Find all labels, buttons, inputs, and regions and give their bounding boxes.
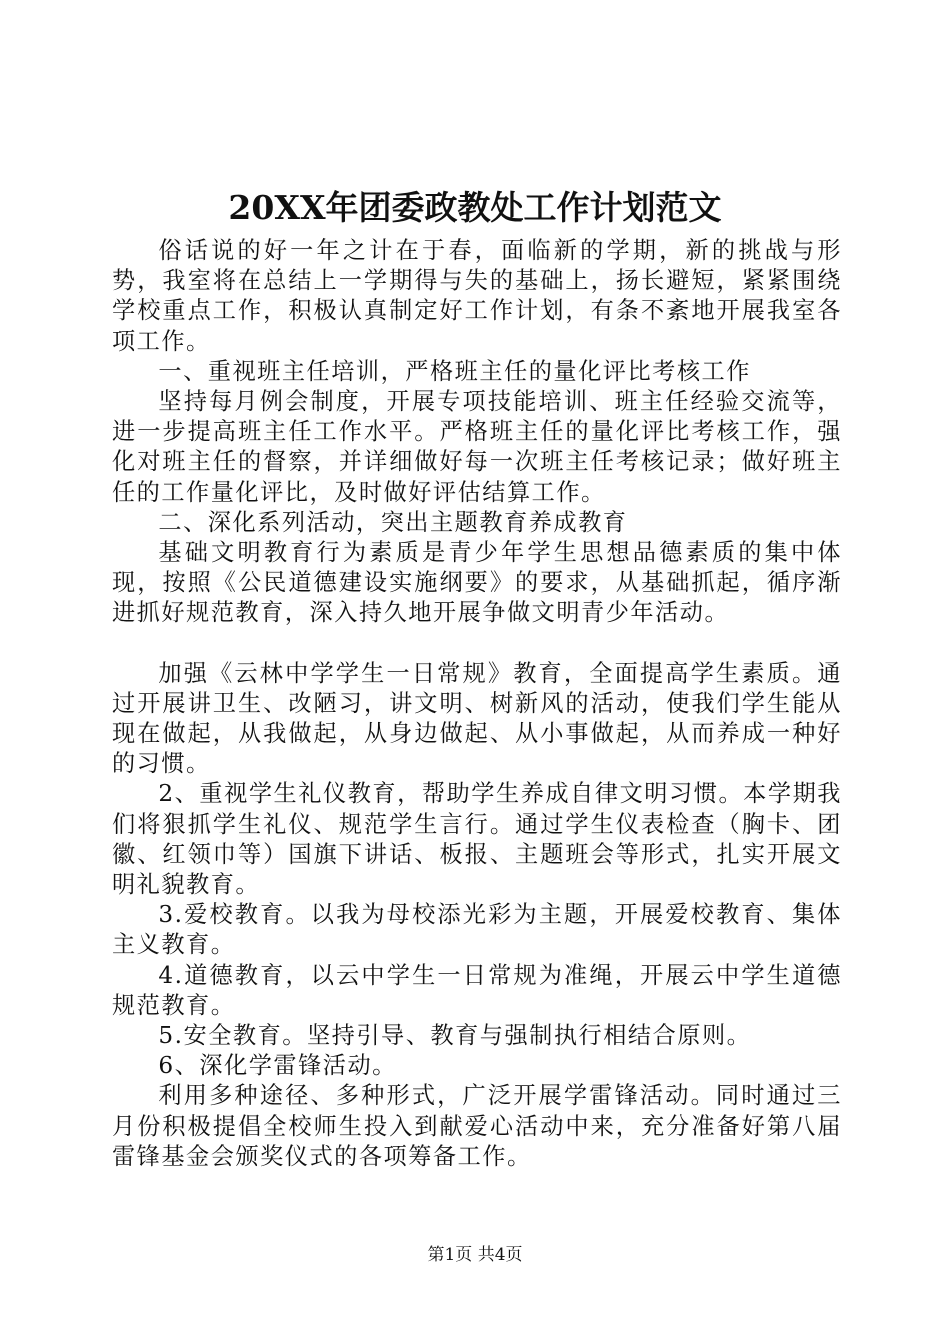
paragraph-leifeng: 利用多种途径、多种形式，广泛开展学雷锋活动。同时通过三月份积极提倡全校师生投入到献爱心活动中来，充分准备好第八届雷锋基金会颁奖仪式的各项筹备工作。 — [112, 1082, 842, 1170]
section-heading-2: 二、深化系列活动，突出主题教育养成教育 — [158, 508, 628, 536]
paragraph-section-1: 坚持每月例会制度，开展专项技能培训、班主任经验交流等，进一步提高班主任工作水平。严格班主任的量化评比考核工作，强化对班主任的督察，并详细做好每一次班主任考核记录；做好班主任的工作量化评比，及时做好评估结算工作。 — [112, 388, 842, 506]
paragraph-etiquette: 2、重视学生礼仪教育，帮助学生养成自律文明习惯。本学期我们将狠抓学生礼仪、规范学生言行。通过学生仪表检查（胸卡、团徽、红领巾等）国旗下讲话、板报、主题班会等形式，扎实开展文明礼貌教育。 — [112, 780, 842, 899]
section-heading-1: 一、重视班主任培训，严格班主任的量化评比考核工作 — [158, 357, 751, 385]
paragraph-intro: 俗话说的好一年之计在于春，面临新的学期，新的挑战与形势，我室将在总结上一学期得与失的基础上，扬长避短，紧紧围绕学校重点工作，积极认真制定好工作计划，有条不紊地开展我室各项工作。 — [112, 237, 842, 355]
paragraph-section-2: 基础文明教育行为素质是青少年学生思想品德素质的集中体现，按照《公民道德建设实施纲要》的要求，从基础抓起，循序渐进抓好规范教育，深入持久地开展争做文明青少年活动。 — [112, 539, 842, 627]
page-footer: 第1页 共4页 — [427, 1245, 523, 1265]
document-title: 20XX年团委政教处工作计划范文 — [228, 188, 722, 227]
section-heading-leifeng: 6、深化学雷锋活动。 — [158, 1052, 397, 1080]
paragraph-safety: 5.安全教育。坚持引导、教育与强制执行相结合原则。 — [158, 1022, 752, 1050]
paragraph-school-love: 3.爱校教育。以我为母校添光彩为主题，开展爱校教育、集体主义教育。 — [112, 901, 842, 959]
paragraph-moral: 4.道德教育，以云中学生一日常规为准绳，开展云中学生道德规范教育。 — [112, 961, 842, 1019]
document-body — [112, 236, 842, 1172]
paragraph-daily-routine: 加强《云林中学学生一日常规》教育，全面提高学生素质。通过开展讲卫生、改陋习，讲文明、树新风的活动，使我们学生能从现在做起，从我做起，从身边做起、从小事做起，从而养成一种好的习惯。 — [112, 659, 842, 778]
